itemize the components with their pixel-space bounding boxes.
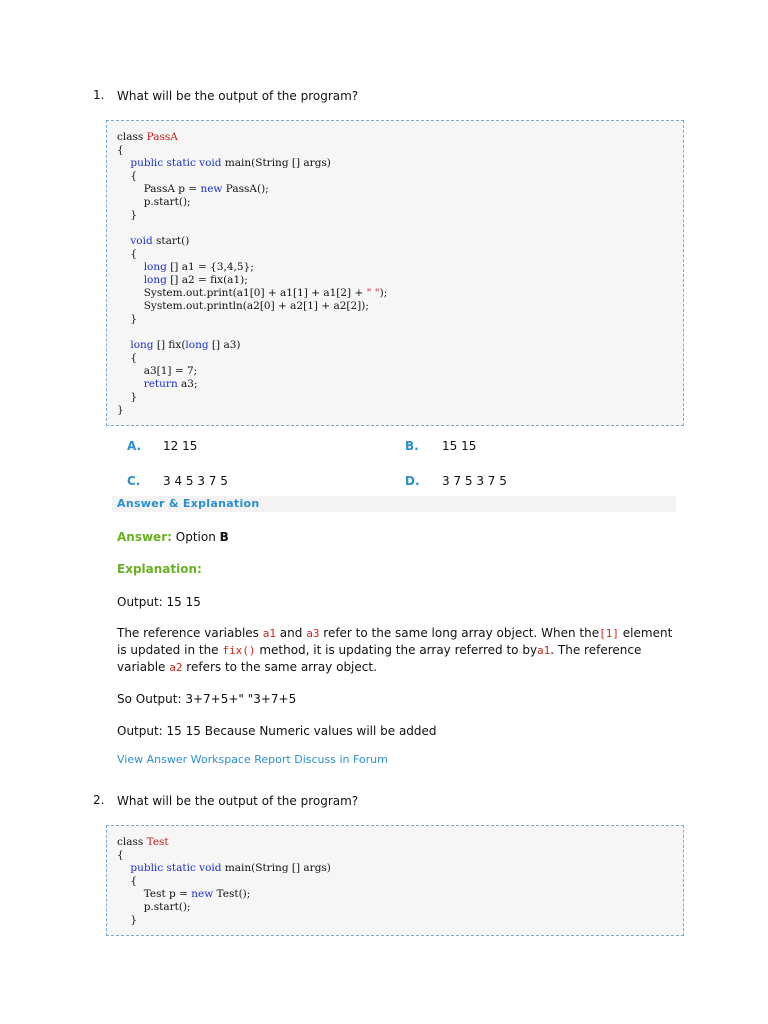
code-text: PassA(); (222, 183, 269, 195)
option-a-text[interactable]: 12 15 (163, 439, 198, 453)
code-text: start() (152, 235, 190, 247)
workspace-link[interactable]: Workspace (190, 753, 251, 766)
answer-explanation-header[interactable]: Answer & Explanation (117, 497, 260, 510)
code-keyword: void (130, 235, 153, 247)
view-answer-link[interactable]: View Answer (117, 753, 188, 766)
code-keyword: new (191, 888, 214, 900)
inline-code: a2 (169, 661, 183, 674)
answer-value: B (219, 530, 229, 544)
code-line (117, 196, 683, 209)
code-line (117, 131, 683, 144)
code-line (117, 313, 683, 326)
code-line (117, 378, 683, 391)
option-c-text[interactable]: 3 4 5 3 7 5 (163, 474, 228, 488)
code-line (117, 300, 683, 313)
code-line (117, 875, 683, 888)
option-b-letter: B. (405, 439, 419, 453)
code-line (117, 144, 683, 157)
code-keyword: long (143, 261, 167, 273)
code-line (117, 901, 683, 914)
code-keyword: long (143, 274, 167, 286)
code-text: { (117, 170, 138, 182)
code-line (117, 352, 683, 365)
option-b-text[interactable]: 15 15 (442, 439, 477, 453)
answer-prefix: Option (175, 530, 216, 544)
question-1-code-block (106, 120, 684, 426)
code-text: main(String [] args) (221, 157, 331, 169)
code-text: a3[1] = 7; (117, 365, 198, 377)
code-line (117, 339, 683, 352)
code-text (117, 274, 144, 286)
code-keyword: long (130, 339, 154, 351)
code-text: } (117, 391, 138, 403)
explanation-final-output: Output: 15 15 Because Numeric values will be added (117, 724, 437, 738)
code-text: { (117, 248, 138, 260)
code-line (117, 862, 683, 875)
code-text: { (117, 352, 138, 364)
code-text (117, 339, 130, 351)
question-1-number: 1. (93, 88, 105, 102)
code-keyword: public static void (130, 157, 222, 169)
question-1-code (107, 121, 683, 417)
code-keyword: return (143, 378, 178, 390)
code-text: p.start(); (117, 901, 191, 913)
question-1-text: What will be the output of the program? (117, 89, 359, 103)
code-line (117, 235, 683, 248)
code-highlight: " " (366, 287, 380, 299)
explanation-text (117, 625, 677, 676)
explanation-text-part: refer to the same long array object. When the (319, 626, 600, 640)
code-keyword: new (200, 183, 223, 195)
code-text (117, 157, 130, 169)
code-line (117, 365, 683, 378)
code-text: } (117, 404, 124, 416)
code-line (117, 287, 683, 300)
action-links (117, 753, 388, 766)
code-line (117, 849, 683, 862)
explanation-label: Explanation: (117, 562, 202, 576)
option-c-letter: C. (127, 474, 141, 488)
explanation-text-part: and (275, 626, 307, 640)
answer-explanation-bar[interactable] (112, 496, 676, 512)
code-line (117, 274, 683, 287)
discuss-link[interactable]: Discuss in Forum (294, 753, 388, 766)
code-text: class (117, 131, 147, 143)
code-text: } (117, 313, 138, 325)
option-d-text[interactable]: 3 7 5 3 7 5 (442, 474, 507, 488)
code-line (117, 170, 683, 183)
code-text: Test p = (117, 888, 192, 900)
question-2-code (107, 826, 683, 927)
code-text: [] a2 = fix(a1); (166, 274, 248, 286)
explanation-text-part: The reference variables (117, 626, 263, 640)
code-text: p.start(); (117, 196, 191, 208)
code-line (117, 914, 683, 927)
code-line (117, 836, 683, 849)
code-line (117, 404, 683, 417)
code-line (117, 222, 683, 235)
code-text: { (117, 849, 124, 861)
code-keyword: long (185, 339, 209, 351)
question-2-text: What will be the output of the program? (117, 794, 359, 808)
report-link[interactable]: Report (254, 753, 291, 766)
code-text: a3; (177, 378, 198, 390)
code-line (117, 248, 683, 261)
answer-line (117, 529, 677, 545)
code-line (117, 391, 683, 404)
option-a-letter: A. (127, 439, 142, 453)
code-text: } (117, 914, 138, 926)
explanation-so-output: So Output: 3+7+5+" "3+7+5 (117, 692, 297, 706)
code-text: [] fix( (153, 339, 186, 351)
code-text: ); (379, 287, 388, 299)
code-text: [] a1 = {3,4,5}; (166, 261, 254, 273)
question-2-number: 2. (93, 793, 105, 807)
code-text (117, 862, 130, 874)
inline-code: [1] (599, 627, 619, 640)
explanation-text-part: . The reference variable (117, 643, 642, 674)
code-text: main(String [] args) (221, 862, 331, 874)
inline-code: a1 (262, 627, 276, 640)
code-text: class (117, 836, 147, 848)
code-text (117, 261, 144, 273)
code-line (117, 261, 683, 274)
code-line (117, 326, 683, 339)
code-text: PassA p = (117, 183, 201, 195)
inline-code: fix() (222, 644, 256, 657)
code-highlight: PassA (146, 131, 178, 143)
code-text: } (117, 209, 138, 221)
code-text (117, 235, 130, 247)
code-text: { (117, 144, 124, 156)
question-2-code-block (106, 825, 684, 936)
code-text: System.out.println(a2[0] + a2[1] + a2[2]); (117, 300, 369, 312)
code-line (117, 183, 683, 196)
code-line (117, 209, 683, 222)
code-text: System.out.print(a1[0] + a1[1] + a1[2] + (117, 287, 367, 299)
code-text: Test(); (213, 888, 251, 900)
code-text (117, 378, 144, 390)
code-highlight: Test (146, 836, 169, 848)
answer-label: Answer: (117, 530, 172, 544)
code-line (117, 888, 683, 901)
inline-code: a1 (537, 644, 551, 657)
explanation-text-part: method, it is updating the array referred to by (255, 643, 538, 657)
code-text: { (117, 875, 138, 887)
explanation-text-part: element is updated in the (117, 626, 673, 657)
code-line (117, 157, 683, 170)
explanation-output: Output: 15 15 (117, 595, 201, 609)
inline-code: a3 (306, 627, 320, 640)
explanation-text-part: refers to the same array object. (182, 660, 377, 674)
code-keyword: public static void (130, 862, 222, 874)
code-text: [] a3) (208, 339, 241, 351)
option-d-letter: D. (405, 474, 420, 488)
